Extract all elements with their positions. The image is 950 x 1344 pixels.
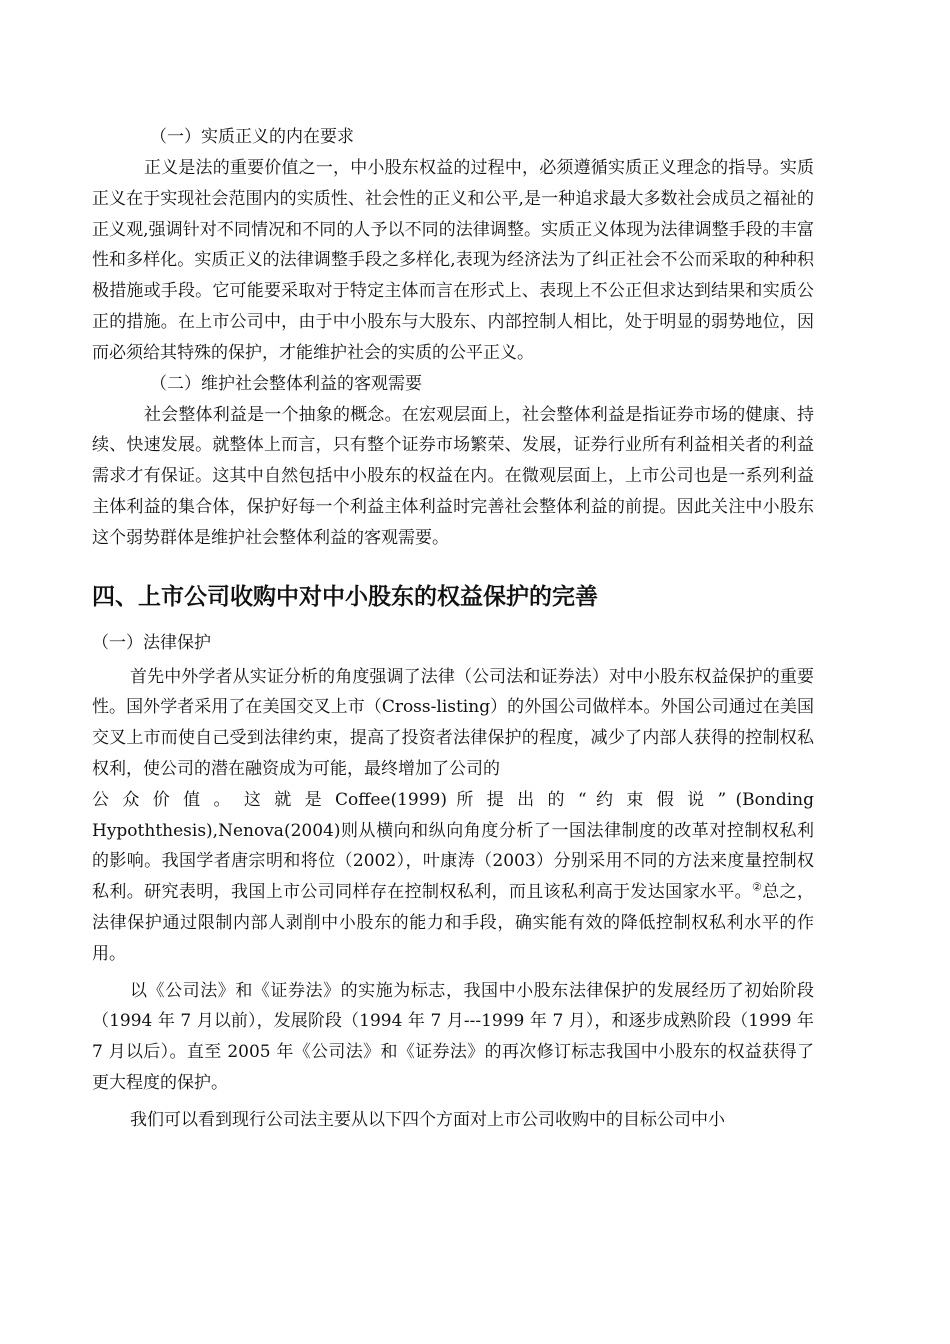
paragraph-legal-protection-2: 以《公司法》和《证券法》的实施为标志，我国中小股东法律保护的发展经历了初始阶段（1994 年 7 月以前），发展阶段（1994 年 7 月---1999 年 7 月），和逐步成熟阶段（1999 年 7 月以后）。直至 2005 年《公司法》和《证券法》的再次修订标志我国中小股东的权益获得了更大程度的保护。 [92,980,814,1093]
paragraph-legal-protection-1b [92,816,814,970]
paragraph-substantive-justice: 正义是法的重要价值之一，中小股东权益的过程中，必须遵循实质正义理念的指导。实质正义在于实现社会范围内的实质性、社会性的正义和公平,是一种追求最大多数社会成员之福祉的正义观,强调针对不同情况和不同的人予以不同的法律调整。实质正义体现为法律调整手段的丰富性和多样化。实质正义的法律调整手段之多样化,表现为经济法为了纠正社会不公而采取的种种积极措施或手段。它可能要采取对于特定主体而言在形式上、表现上不公正但求达到结果和实质公正的措施。在上市公司中，由于中小股东与大股东、内部控制人相比，处于明显的弱势地位，因而必须给其特殊的保护，才能维护社会的实质的公平正义。 [92,158,814,363]
footnote-marker[interactable]: ② [752,880,763,894]
paragraph-legal-protection-3: 我们可以看到现行公司法主要从以下四个方面对上市公司收购中的目标公司中小 [130,1109,725,1130]
section-heading-social-interest: （二）维护社会整体利益的客观需要 [150,373,422,394]
paragraph-social-interest: 社会整体利益是一个抽象的概念。在宏观层面上，社会整体利益是指证券市场的健康、持续、快速发展。就整体上而言，只有整个证券市场繁荣、发展，证券行业所有利益相关者的利益需求才有保证。这其中自然包括中小股东的权益在内。在微观层面上，上市公司也是一系列利益主体利益的集合体，保护好每一个利益主体利益时完善社会整体利益的前提。因此关注中小股东这个弱势群体是维护社会整体利益的客观需要。 [92,404,814,548]
section-heading-legal-protection: （一）法律保护 [92,632,211,653]
chapter-title: 四、上市公司收购中对中小股东的权益保护的完善 [92,583,598,610]
paragraph-legal-protection-spaced-line: 公 众 价 值 。 这 就 是 Coffee(1999) 所 提 出 的 “ 约 束 假 说 ” (Bonding [92,789,814,810]
paragraph-legal-protection-1a: 首先中外学者从实证分析的角度强调了法律（公司法和证券法）对中小股东权益保护的重要性。国外学者采用了在美国交叉上市（Cross-listing）的外国公司做样本。外国公司通过在美国交叉上市而使自己受到法律约束，提高了投资者法律保护的程度，减少了内部人获得的控制权私权利，使公司的潜在融资成为可能，最终增加了公司的 [92,666,814,779]
text-run: Hypoththesis),Nenova(2004)则从横向和纵向角度分析了一国法律制度的改革对控制权私利的影响。我国学者唐宗明和将位（2002），叶康涛（2003）分别采用不同的方法来度量控制权私利。研究表明，我国上市公司同样存在控制权私利，而且该私利高于发达国家水平。 [92,820,814,903]
text-run: 总之，法律保护通过限制内部人剥削中小股东的能力和手段，确实能有效的降低控制权私利水平的作用。 [92,882,815,964]
page-content [92,122,814,1136]
section-heading-substantive-justice: （一）实质正义的内在要求 [150,127,354,147]
